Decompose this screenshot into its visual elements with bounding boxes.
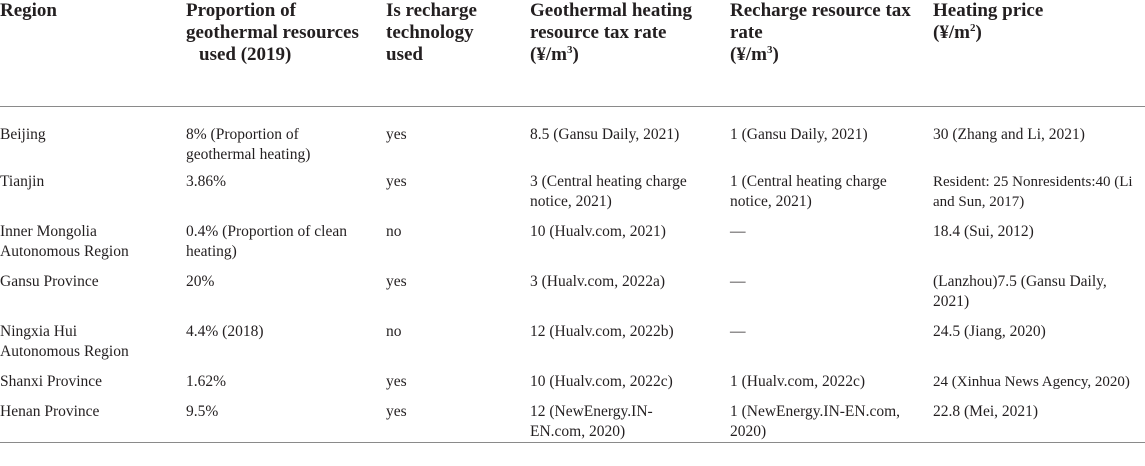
- table-row: [0, 315, 1145, 365]
- cell-region: Shanxi Province: [0, 373, 103, 390]
- header-geothermal-tax-rate: Geothermal heating resource tax rate $(¥/m^3)$: [530, 0, 730, 107]
- table-row: [0, 265, 1145, 315]
- cell-proportion: 1.62%: [186, 373, 227, 390]
- table-row: [0, 215, 1145, 265]
- header-row: [0, 0, 1145, 107]
- cell-recharge-tax: 1 (NewEnergy.IN-EN.com, 2020): [730, 395, 933, 443]
- cell-price: 30 (Zhang and Li, 2021): [933, 126, 1085, 143]
- cell-region: Inner Mongolia Autonomous Region: [0, 223, 129, 260]
- header-proportion: Proportion of geothermal resources used (2019): [186, 0, 386, 107]
- cell-geo-tax: 10 (Hualv.com, 2021): [530, 223, 666, 240]
- table-row: [0, 365, 1145, 395]
- cell-region: Beijing: [0, 126, 46, 143]
- cell-proportion: 8% (Proportion of geothermal heating): [186, 126, 311, 163]
- cell-recharge-tax: 1 (Central heating charge notice, 2021): [730, 173, 887, 210]
- cell-price: (Lanzhou)7.5 (Gansu Daily, 2021): [933, 273, 1107, 310]
- cell-region: Tianjin: [0, 173, 45, 190]
- cell-recharge: yes: [386, 126, 407, 143]
- cell-recharge-tax: 1 (Gansu Daily, 2021): [730, 126, 868, 143]
- cell-region: Ningxia Hui Autonomous Region: [0, 323, 129, 360]
- cell-price: 22.8 (Mei, 2021): [933, 395, 1145, 443]
- header-heating-price: Heating price $(¥/m^2)$: [933, 0, 1145, 107]
- table-header: [0, 0, 1145, 107]
- cell-proportion: 4.4% (2018): [186, 323, 264, 340]
- cell-recharge-tax: —: [730, 223, 746, 240]
- cell-recharge: yes: [386, 273, 407, 290]
- cell-geo-tax: 12 (NewEnergy.IN-EN.com, 2020): [530, 395, 730, 443]
- cell-price: 24.5 (Jiang, 2020): [933, 323, 1046, 340]
- table-body: [0, 107, 1145, 443]
- cell-price: 24 (Xinhua News Agency, 2020): [933, 374, 1130, 390]
- cell-price: Resident: 25 Nonresidents:40 (Li and Sun, 2017): [933, 174, 1133, 210]
- cell-region: Henan Province: [0, 395, 186, 443]
- table-row: [0, 395, 1145, 443]
- cell-proportion: 0.4% (Proportion of clean heating): [186, 223, 347, 260]
- table-row: [0, 107, 1145, 166]
- table-row: [0, 165, 1145, 215]
- header-recharge-tax-rate: Recharge resource tax rate $(¥/m^3)$: [730, 0, 933, 107]
- header-recharge-technology: Is recharge technology used: [386, 0, 530, 107]
- cell-price: 18.4 (Sui, 2012): [933, 223, 1034, 240]
- cell-recharge-tax: —: [730, 323, 746, 340]
- cell-recharge: yes: [386, 173, 407, 190]
- cell-recharge: yes: [386, 373, 407, 390]
- cell-recharge: no: [386, 323, 402, 340]
- cell-recharge-tax: —: [730, 273, 746, 290]
- cell-proportion: 3.86%: [186, 173, 227, 190]
- header-region: Region: [0, 0, 186, 107]
- cell-geo-tax: 3 (Hualv.com, 2022a): [530, 273, 666, 290]
- cell-geo-tax: 3 (Central heating charge notice, 2021): [530, 173, 687, 210]
- cell-recharge-tax: 1 (Hualv.com, 2022c): [730, 373, 866, 390]
- cell-region: Gansu Province: [0, 273, 99, 290]
- cell-geo-tax: 8.5 (Gansu Daily, 2021): [530, 126, 680, 143]
- cell-geo-tax: 10 (Hualv.com, 2022c): [530, 373, 673, 390]
- cell-proportion: 9.5%: [186, 395, 386, 443]
- cell-recharge: no: [386, 223, 402, 240]
- cell-geo-tax: 12 (Hualv.com, 2022b): [530, 323, 674, 340]
- cell-recharge: yes: [386, 395, 530, 443]
- cell-proportion: 20%: [186, 273, 215, 290]
